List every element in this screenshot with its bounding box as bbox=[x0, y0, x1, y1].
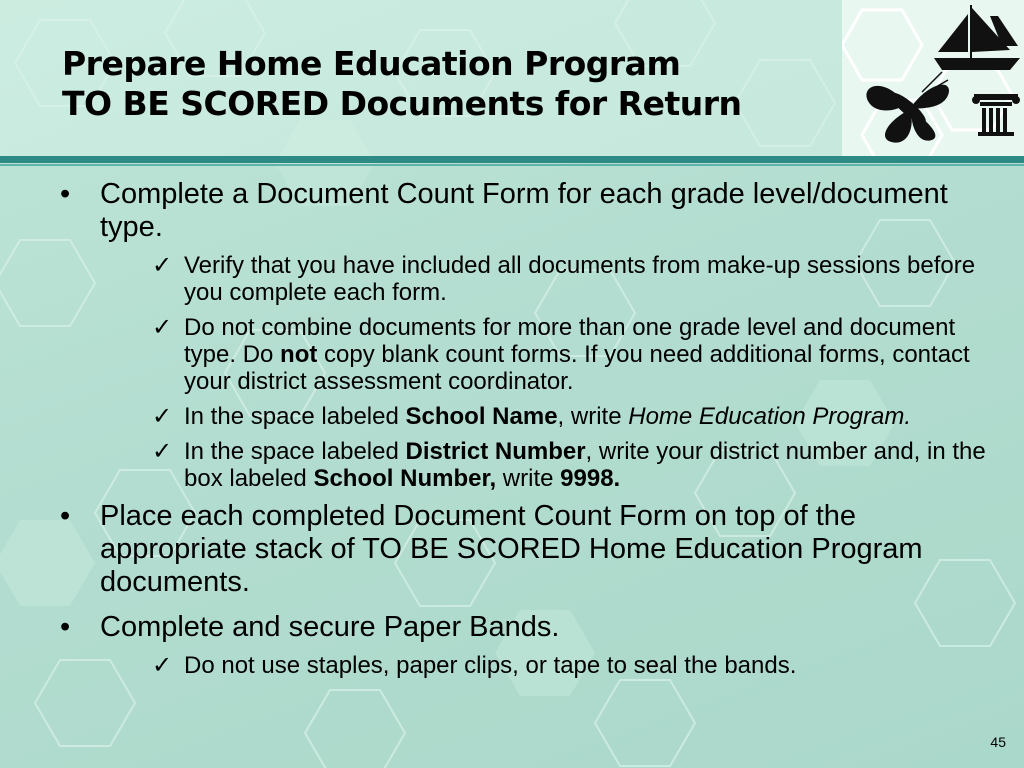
check-item bbox=[152, 252, 990, 306]
title-line-2: TO BE SCORED Documents for Return bbox=[62, 84, 742, 123]
slide-body bbox=[60, 178, 990, 679]
check-icon: ✓ bbox=[152, 652, 173, 679]
check-text-bold: not bbox=[280, 341, 318, 368]
check-item bbox=[152, 403, 990, 430]
check-text-part: write bbox=[496, 465, 561, 492]
bullet-marker: • bbox=[60, 611, 71, 643]
bullet-marker: • bbox=[60, 178, 71, 210]
bullet-text: Place each completed Document Count Form on top of the appropriate stack of TO BE SCORED Home Education Program documents. bbox=[100, 500, 923, 598]
district-number-label: District Number bbox=[405, 438, 586, 465]
corner-artwork-svg bbox=[842, 0, 1024, 156]
corner-artwork bbox=[842, 0, 1024, 156]
check-item bbox=[152, 438, 990, 492]
check-text-part: copy blank count forms. If you need additional forms, contact your district assessment coordinator. bbox=[184, 341, 970, 395]
bullet-text: Complete and secure Paper Bands. bbox=[100, 611, 560, 643]
bullet-text: Complete a Document Count Form for each grade level/document type. bbox=[100, 178, 948, 243]
school-number-value: 9998. bbox=[560, 465, 621, 492]
slide-title bbox=[62, 44, 742, 124]
title-divider-thin bbox=[0, 164, 1024, 166]
school-number-label: School Number, bbox=[313, 465, 497, 492]
title-divider bbox=[0, 156, 1024, 163]
title-line-1: Prepare Home Education Program bbox=[62, 44, 681, 83]
school-name-label: School Name bbox=[405, 403, 558, 430]
bullet-item bbox=[60, 611, 990, 644]
check-text-part: , write your district number and, in the box labeled bbox=[184, 438, 986, 492]
check-text-part: In the space labeled bbox=[184, 438, 406, 465]
check-text-part: , write bbox=[557, 403, 629, 430]
check-item bbox=[152, 652, 990, 679]
check-icon: ✓ bbox=[152, 252, 173, 279]
check-icon: ✓ bbox=[152, 314, 173, 341]
check-text-part: Do not combine documents for more than one grade level and document type. Do bbox=[184, 314, 956, 368]
check-icon: ✓ bbox=[152, 438, 173, 465]
check-text: Verify that you have included all documents from make-up sessions before you complete each form. bbox=[184, 252, 976, 306]
check-item bbox=[152, 314, 990, 395]
page-number: 45 bbox=[990, 734, 1006, 750]
bullet-item bbox=[60, 178, 990, 244]
home-education-program-text: Home Education Program. bbox=[628, 403, 912, 430]
bullet-item bbox=[60, 500, 990, 599]
bullet-marker: • bbox=[60, 500, 71, 532]
check-icon: ✓ bbox=[152, 403, 173, 430]
check-text-part: In the space labeled bbox=[184, 403, 406, 430]
check-text: Do not use staples, paper clips, or tape to seal the bands. bbox=[184, 652, 797, 679]
